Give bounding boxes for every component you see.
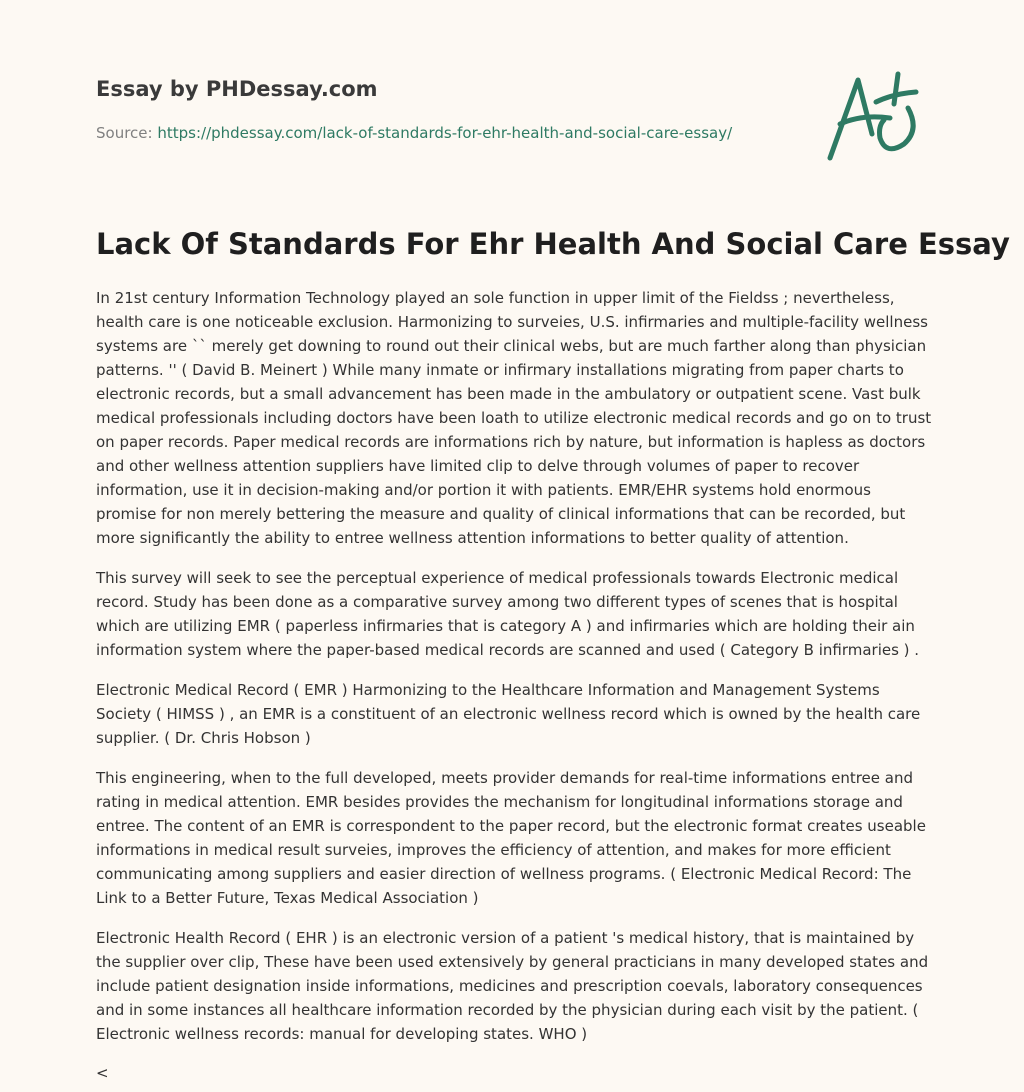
essay-paragraph: Electronic Medical Record ( EMR ) Harmonizing to the Healthcare Information and Management Systems Society ( HIMSS ) , an EMR is a constituent of an electronic wellness record which is owned by the health care supplier. ( Dr. Chris Hobson ) bbox=[96, 681, 921, 747]
source-line bbox=[96, 124, 732, 142]
essay-paragraph: Electronic Health Record ( EHR ) is an electronic version of a patient 's medical history, that is maintained by the supplier over clip, These have been used extensively by general practicians in many developed states and include patient designation inside informations, medicines and prescription coevals, laboratory consequences and in some instances all healthcare information recorded by the physician during each visit by the patient. ( Electronic wellness records: manual for developing states. WHO ) bbox=[96, 929, 929, 1043]
read-more-arrow[interactable]: < bbox=[96, 1064, 109, 1082]
a-plus-logo-icon bbox=[824, 68, 928, 164]
source-label: Source: bbox=[96, 124, 153, 142]
page-title: Lack Of Standards For Ehr Health And Social Care Essay bbox=[96, 227, 1010, 261]
essay-paragraph: This survey will seek to see the perceptual experience of medical professionals towards Electronic medical record. Study has been done as a comparative survey among two different types of scenes that is hospital which are utilizing EMR ( paperless infirmaries that is category A ) and infirmaries which are holding their ain information system where the paper-based medical records are scanned and used ( Category B infirmaries ) . bbox=[96, 569, 920, 659]
essay-paragraph: This engineering, when to the full developed, meets provider demands for real-time informations entree and rating in medical attention. EMR besides provides the mechanism for longitudinal informations storage and entree. The content of an EMR is correspondent to the paper record, but the electronic format creates useable informations in medical result surveies, improves the efficiency of attention, and makes for more efficient communicating among suppliers and easier direction of wellness programs. ( Electronic Medical Record: The Link to a Better Future, Texas Medical Association ) bbox=[96, 769, 926, 907]
essay-paragraph: In 21st century Information Technology played an sole function in upper limit of the Fieldss ; nevertheless, health care is one noticeable exclusion. Harmonizing to surveies, U.S. infirmaries and multiple-facility wellness systems are `` merely get downing to round out their clinical webs, but are much farther along than physician patterns. '' ( David B. Meinert ) While many inmate or infirmary installations migrating from paper charts to electronic records, but a small advancement has been made in the ambulatory or outpatient scene. Vast bulk medical professionals including doctors have been loath to utilize electronic medical records and go on to trust on paper records. Paper medical records are informations rich by nature, but information is hapless as doctors and other wellness attention suppliers have limited clip to delve through volumes of paper to recover information, use it in decision-making and/or portion it with patients. EMR/EHR systems hold enormous promise for non merely bettering the measure and quality of clinical informations that can be recorded, but more significantly the ability to entree wellness attention informations to better quality of attention. bbox=[96, 289, 932, 547]
source-link[interactable]: https://phdessay.com/lack-of-standards-for-ehr-health-and-social-care-essay/ bbox=[157, 124, 733, 142]
site-brand: Essay by PHDessay.com bbox=[96, 77, 378, 101]
essay-body bbox=[96, 286, 936, 1062]
